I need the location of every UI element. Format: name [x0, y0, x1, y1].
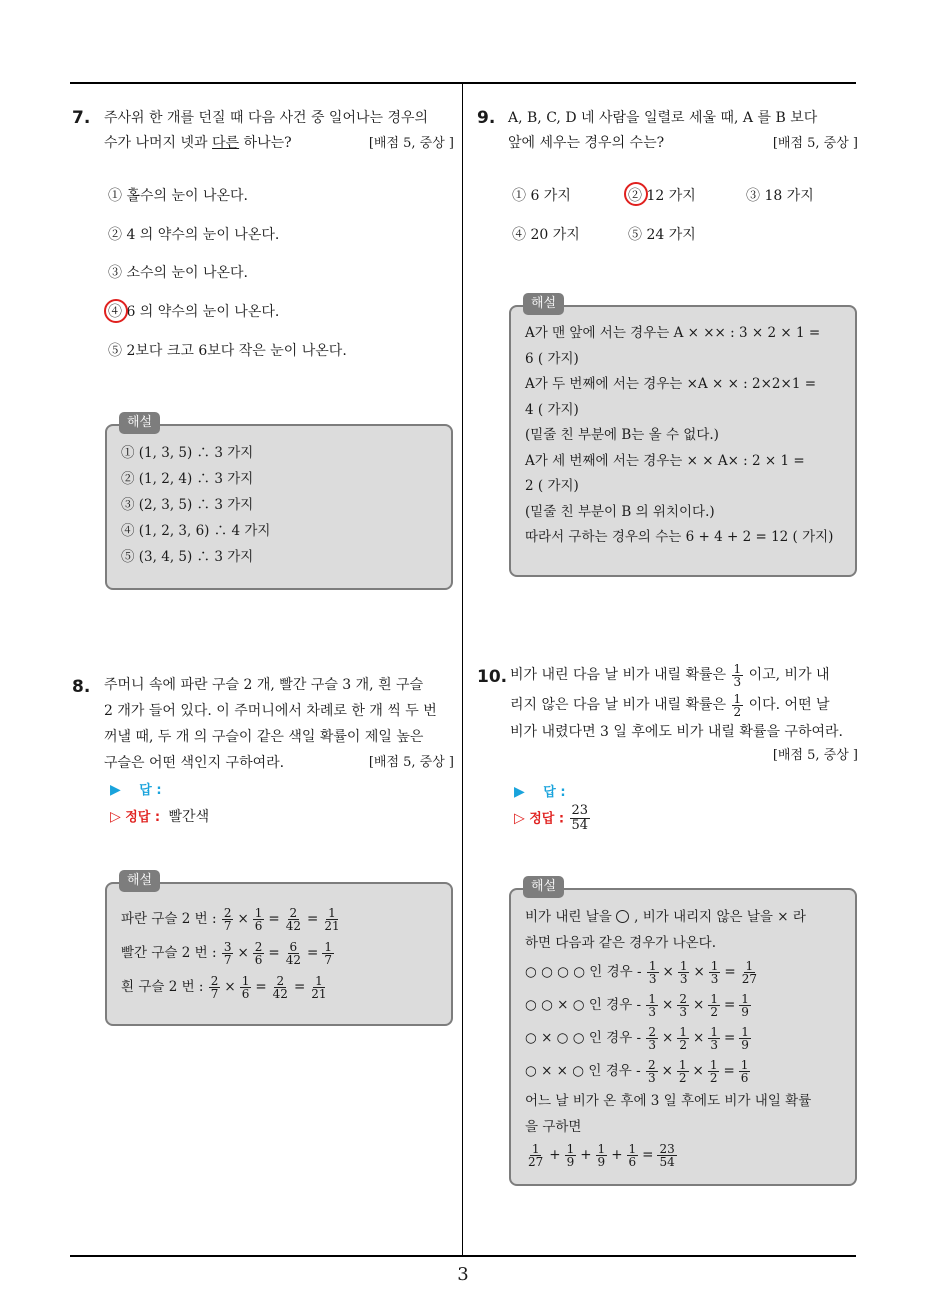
- explanation-line: 하면 다음과 같은 경우가 나온다.: [525, 935, 716, 951]
- question-line: 비가 내렸다면 3 일 후에도 비가 내릴 확률을 구하여라.: [510, 724, 843, 740]
- explanation-tag: 해설: [523, 876, 564, 898]
- explanation-lines: [525, 904, 845, 1170]
- explanation-line: 비가 내린 날을 , 비가 내리지 않은 날을 × 라: [525, 909, 806, 925]
- explanation-line: ④ (1, 2, 3, 6) ∴ 4 가지: [121, 523, 271, 539]
- correct-value: 빨간색: [168, 809, 210, 825]
- fraction: $\frac{1}{6}$: [254, 906, 263, 933]
- question-number: 8.: [72, 677, 91, 697]
- question-line: 비가 내린 다음 날 비가 내릴 확률은 $\frac{1}{3}$ 이고, 비가 내: [510, 661, 830, 689]
- fraction: $\frac{1}{7}$: [324, 940, 332, 967]
- play-triangle-icon: ▶: [514, 784, 525, 800]
- question-text: [510, 660, 858, 767]
- explanation-line: 2 ( 가지): [525, 478, 579, 494]
- fraction: $\frac{1}{2}$: [733, 691, 742, 719]
- selected-mark-icon: [104, 299, 128, 323]
- question-number: 9.: [477, 108, 496, 128]
- question-line: 주머니 속에 파란 구슬 2 개, 빨간 구슬 3 개, 흰 구슬: [104, 677, 424, 693]
- explanation-line: ⑤ (3, 4, 5) ∴ 3 가지: [121, 549, 254, 565]
- question-text: [104, 106, 454, 156]
- play-triangle-icon: ▶: [110, 782, 121, 798]
- column-divider: [462, 83, 463, 1255]
- explanation-line: 빨간 구슬 2 번 : $\frac{3}{7}$ × $\frac{2}{6}$ = $\frac{6}{42}$ = $\frac{1}{7}$: [121, 940, 332, 967]
- question-line: 수가 나머지 넷과 다른 하나는? [배점 5, 중상 ]: [104, 131, 454, 156]
- explanation-line: (밑줄 친 부분에 B는 올 수 없다.): [525, 427, 719, 443]
- explanation-lines: [121, 902, 441, 1004]
- explanation-line: A가 두 번째에 서는 경우는 ×A × × : 2×2×1 =: [525, 376, 817, 392]
- explanation-line: 따라서 구하는 경우의 수는 6 + 4 + 2 = 12 ( 가지): [525, 529, 834, 545]
- page-number: 3: [457, 1264, 469, 1285]
- choice-5[interactable]: ⑤ 2보다 크고 6보다 작은 눈이 나온다.: [108, 343, 347, 359]
- correct-answer-line: [110, 807, 209, 828]
- fraction: $\frac{1}{21}$: [324, 906, 340, 933]
- answer-line: [514, 782, 566, 803]
- correct-answer-line: [514, 804, 591, 833]
- top-rule: [70, 82, 856, 84]
- correct-label: 정답 :: [529, 811, 565, 827]
- selected-mark-icon: [624, 182, 648, 206]
- explanation-line: 4 ( 가지): [525, 401, 579, 418]
- explanation-line: ○ × × ○ 인 경우 - $\frac{2}{3}$ × $\frac{1}{2}$ × $\frac{1}{2}$ = $\frac{1}{6}$: [525, 1058, 749, 1085]
- fraction: $\frac{2}{7}$: [223, 906, 232, 933]
- explanation-tag: 해설: [523, 293, 564, 315]
- explanation-line: 흰 구슬 2 번 : $\frac{2}{7}$ × $\frac{1}{6}$ = $\frac{2}{42}$ = $\frac{1}{21}$: [121, 974, 327, 1001]
- fraction: $\frac{6}{42}$: [285, 940, 301, 967]
- fraction: $\frac{2}{42}$: [272, 974, 288, 1001]
- fraction: $\frac{3}{7}$: [223, 940, 232, 967]
- choice-1[interactable]: ① 6 가지: [512, 188, 571, 204]
- explanation-tag: 해설: [119, 870, 160, 892]
- question-number: 10.: [477, 667, 508, 687]
- explanation-line: ○ ○ × ○ 인 경우 - $\frac{1}{3}$ × $\frac{2}{3}$ × $\frac{1}{2}$ = $\frac{1}{9}$: [525, 992, 749, 1019]
- question-line: 리지 않은 다음 날 비가 내릴 확률은 $\frac{1}{2}$ 이다. 어떤 날: [510, 691, 830, 719]
- explanation-line: ② (1, 2, 4) ∴ 3 가지: [121, 471, 254, 487]
- question-line: 꺼낼 때, 두 개 의 구슬이 같은 색일 확률이 제일 높은: [104, 729, 424, 745]
- explanation-line: 어느 날 비가 온 후에 3 일 후에도 비가 내일 확률: [525, 1093, 812, 1109]
- choice-3[interactable]: ③ 18 가지: [746, 188, 814, 204]
- score-meta: [배점 5, 중상 ]: [772, 136, 858, 151]
- explanation-line: (밑줄 친 부분이 B 의 위치이다.): [525, 503, 715, 520]
- choice-5[interactable]: ⑤ 24 가지: [628, 227, 696, 243]
- explanation-box: [509, 296, 857, 577]
- explanation-line: ○ × ○ ○ 인 경우 - $\frac{2}{3}$ × $\frac{1}{2}$ × $\frac{1}{3}$ = $\frac{1}{9}$: [525, 1025, 749, 1052]
- choice-2[interactable]: ② 12 가지: [628, 188, 696, 204]
- explanation-line: $\frac{1}{27}$ + $\frac{1}{9}$ + $\frac{1}{9}$ + $\frac{1}{6}$ = $\frac{23}{54}$: [528, 1142, 675, 1169]
- explanation-line: A가 맨 앞에 서는 경우는 A × ×× : 3 × 2 × 1 =: [525, 325, 821, 341]
- bottom-rule: [70, 1255, 856, 1257]
- score-meta: [배점 5, 중상 ]: [772, 748, 858, 763]
- fraction: $\frac{2}{7}$: [210, 974, 219, 1001]
- correct-label: 정답 :: [125, 810, 161, 825]
- fraction: $\frac{2}{42}$: [285, 906, 301, 933]
- explanation-line: 파란 구슬 2 번 : $\frac{2}{7}$ × $\frac{1}{6}$ = $\frac{2}{42}$ = $\frac{1}{21}$: [121, 906, 340, 933]
- answer-line: [110, 780, 162, 801]
- outline-triangle-icon: ▷: [110, 809, 121, 825]
- question-line: 주사위 한 개를 던질 때 다음 사건 중 일어나는 경우의: [104, 110, 429, 126]
- question-line: [510, 744, 858, 767]
- question-line: A, B, C, D 네 사람을 일렬로 세울 때, A 를 B 보다: [508, 110, 818, 126]
- fraction: $\frac{1}{6}$: [241, 974, 250, 1001]
- question-line: 구슬은 어떤 색인지 구하여라. [배점 5, 중상 ]: [104, 750, 454, 776]
- explanation-line: ① (1, 3, 5) ∴ 3 가지: [121, 445, 254, 461]
- choice-4[interactable]: ④ 6 의 약수의 눈이 나온다.: [108, 304, 280, 320]
- explanation-tag: 해설: [119, 412, 160, 434]
- score-meta: [배점 5, 중상 ]: [368, 755, 454, 770]
- outline-triangle-icon: ▷: [514, 810, 525, 827]
- question-line: 2 개가 들어 있다. 이 주머니에서 차례로 한 개 씩 두 번: [104, 703, 437, 719]
- question-number: 7.: [72, 108, 91, 128]
- choice-3[interactable]: ③ 소수의 눈이 나온다.: [108, 265, 248, 281]
- fraction: $\frac{1}{3}$: [733, 661, 742, 689]
- score-meta: [배점 5, 중상 ]: [368, 136, 454, 151]
- question-text: [104, 672, 454, 776]
- question-line: 앞에 세우는 경우의 수는? [배점 5, 중상 ]: [508, 131, 858, 156]
- fraction: $\frac{2}{6}$: [254, 940, 263, 967]
- explanation-line: 을 구하면: [525, 1119, 582, 1135]
- explanation-line: A가 세 번째에 서는 경우는 × × A× : 2 × 1 =: [525, 452, 805, 469]
- answer-label: 답 :: [139, 783, 162, 798]
- choice-2[interactable]: ② 4 의 약수의 눈이 나온다.: [108, 227, 280, 243]
- explanation-box: [105, 415, 453, 590]
- explanation-lines: [121, 440, 441, 570]
- choice-1[interactable]: ① 홀수의 눈이 나온다.: [108, 188, 248, 204]
- explanation-box: [509, 879, 857, 1186]
- explanation-line: 6 ( 가지): [525, 350, 579, 367]
- circle-symbol-icon: [616, 910, 629, 923]
- choice-4[interactable]: ④ 20 가지: [512, 227, 580, 243]
- correct-fraction: $\frac{23}{54}$: [571, 803, 589, 833]
- explanation-line: ③ (2, 3, 5) ∴ 3 가지: [121, 497, 254, 513]
- explanation-lines: [525, 321, 845, 551]
- explanation-box: [105, 873, 453, 1026]
- explanation-line: ○ ○ ○ ○ 인 경우 - $\frac{1}{3}$ × $\frac{1}{3}$ × $\frac{1}{3}$ = $\frac{1}{27}$: [525, 959, 758, 986]
- fraction: $\frac{1}{21}$: [311, 974, 327, 1001]
- question-text: [508, 106, 858, 156]
- underlined-word: 다른: [212, 135, 240, 151]
- answer-label: 답 :: [543, 785, 566, 800]
